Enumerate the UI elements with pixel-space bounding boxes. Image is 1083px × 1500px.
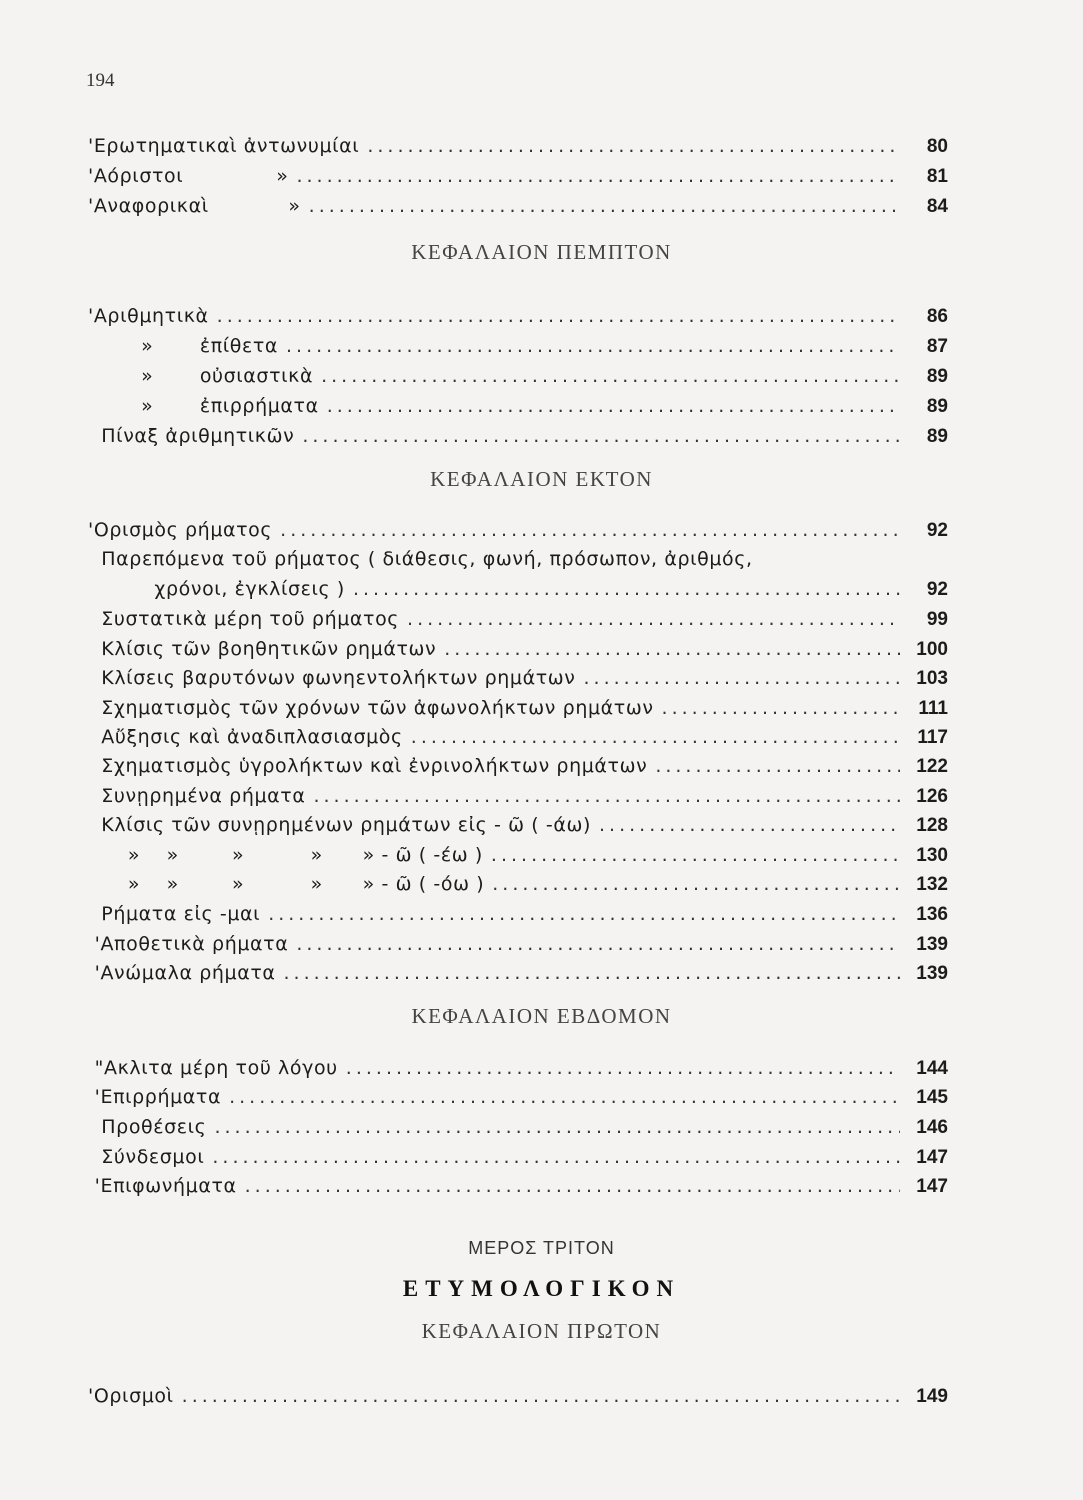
toc-entry-label: 'Αναφορικαὶ » [88,195,301,217]
leader-dots [662,699,900,718]
toc-entry [88,1166,948,1196]
chapter-heading: ΚΕΦΑΛΑΙΟΝ ΠΕΜΠΤΟΝ [411,240,672,264]
leader-dots [182,1387,900,1406]
toc-entry [88,924,948,954]
toc-entry-page: 86 [926,306,948,327]
leader-dots [217,307,900,326]
toc-entry-label: » » » » » - ῶ ( -έω ) [88,844,483,866]
toc-entry-label: » » » » » - ῶ ( -όω ) [88,873,485,895]
part-title: ΕΤΥΜΟΛΟΓΙΚΟΝ [402,1276,681,1301]
toc-entry [88,864,948,894]
toc-entry-label: 'Ορισμὸς ρήματος [88,519,273,541]
toc-entry-label: » οὐσιαστικὰ [88,365,314,387]
toc-entry-page: 87 [926,336,948,357]
toc-entry [88,746,948,776]
toc-entry [88,156,948,186]
leader-dots [444,640,900,659]
toc-entry-label: Κλίσις τῶν βοηθητικῶν ρημάτων [88,638,437,660]
leader-dots [492,875,900,894]
leader-dots [229,1088,900,1107]
toc-entry [88,1137,948,1167]
toc-entry-page: 100 [916,639,948,660]
toc-entry [88,1077,948,1107]
toc-entry-label: Πίναξ ἀριθμητικῶν [88,425,295,447]
toc-entry [88,510,948,540]
toc-entry [88,658,948,688]
chapter-heading: ΚΕΦΑΛΑΙΟΝ ΠΡΩΤΟΝ [421,1319,662,1343]
toc-entry-page: 145 [916,1087,948,1108]
toc-entry-page: 92 [926,520,948,541]
toc-entry-page: 89 [926,396,948,417]
leader-dots [313,787,900,806]
toc-entry-page: 126 [916,786,948,807]
toc-entry-page: 147 [916,1176,948,1197]
toc-entry-page: 84 [926,196,948,217]
toc-entry-page: 117 [917,727,948,748]
toc-entry-page: 92 [926,579,948,600]
chapter-heading: ΚΕΦΑΛΑΙΟΝ ΕΒΔΟΜΟΝ [411,1004,672,1028]
toc-entry [88,776,948,806]
leader-dots [268,905,900,924]
toc-entry-page: 89 [926,426,948,447]
toc-entry-label: 'Επιρρήματα [88,1086,222,1108]
toc-entry [88,416,948,446]
toc-entry-page: 81 [926,166,948,187]
leader-dots [296,935,900,954]
toc-entry-label: 'Ορισμοὶ [88,1385,174,1407]
leader-dots [353,580,900,599]
toc-entry [88,629,948,659]
toc-entry [88,386,948,416]
toc-entry [88,1107,948,1137]
leader-dots [367,137,900,156]
toc-entry [88,688,948,718]
toc-entry-label: Αὔξησις καὶ ἀναδιπλασιασμὸς [88,726,403,748]
leader-dots [346,1059,900,1078]
toc-entry-page: 89 [926,366,948,387]
toc-entry-page: 80 [926,136,948,157]
toc-entry-label: 'Ανώμαλα ρήματα [88,962,276,984]
toc-entry-label: 'Αόριστοι » [88,165,289,187]
toc-entry-label: » ἐπίθετα [88,335,279,357]
toc-entry-page: 146 [916,1117,948,1138]
toc-entry-label: 'Ερωτηματικαὶ ἀντωνυμίαι [88,135,360,157]
toc-entry [88,569,948,599]
leader-dots [327,397,900,416]
toc-entry-label: Σχηματισμὸς ὑγρολήκτων καὶ ἐνρινολήκτων ρημάτων [88,755,648,777]
toc-entry-label: Ρήματα εἰς -μαι [88,903,261,925]
toc-entry-page: 122 [916,756,948,777]
toc-entry-label: Προθέσεις [88,1116,207,1138]
toc-entry-page: 136 [916,904,948,925]
leader-dots [283,964,900,983]
toc-entry-label: "Ακλιτα μέρη τοῦ λόγου [88,1057,338,1079]
toc-entry-page: 139 [916,963,948,984]
toc-entry-label: 'Επιφωνήματα [88,1175,237,1197]
toc-entry-label: Σχηματισμὸς τῶν χρόνων τῶν ἀφωνολήκτων ρημάτων [88,697,654,719]
leader-dots [296,167,900,186]
toc-entry [88,894,948,924]
toc-entry [88,126,948,156]
toc-entry-label: » ἐπιρρήματα [88,395,319,417]
toc-entry-page: 103 [916,668,948,689]
toc-entry-label: Συνῃρημένα ρήματα [88,785,306,807]
toc-entry-label: χρόνοι, ἐγκλίσεις ) [88,578,345,600]
toc-entry-page: 144 [916,1058,948,1079]
leader-dots [321,367,900,386]
leader-dots [655,757,900,776]
toc-entry [88,599,948,629]
leader-dots [407,610,900,629]
toc-entry [88,805,948,835]
leader-dots [309,197,900,216]
toc-entry [88,356,948,386]
toc-entry-label: 'Αποθετικὰ ρήματα [88,933,289,955]
leader-dots [214,1118,900,1137]
leader-dots [245,1177,900,1196]
toc-entry [88,1048,948,1078]
leader-dots [212,1148,900,1167]
part-label: ΜΕΡΟΣ ΤΡΙΤΟΝ [468,1238,615,1258]
toc-entry [88,717,948,747]
toc-entry-page: 149 [916,1386,948,1407]
leader-dots [302,427,900,446]
toc-entry-label: Κλίσεις βαρυτόνων φωνηεντολήκτων ρημάτων [88,667,576,689]
toc-entry-label: Σύνδεσμοι [88,1146,205,1168]
toc-entry-label: 'Αριθμητικὰ [88,305,209,327]
toc-entry [88,1376,948,1406]
toc-entry [88,296,948,326]
leader-dots [599,816,900,835]
toc-entry [88,953,948,983]
leader-dots [286,337,900,356]
toc-entry-first-line: Παρεπόμενα τοῦ ρήματος ( διάθεσις, φωνή, πρόσωπον, ἀριθμός, [88,548,753,570]
chapter-heading: ΚΕΦΑΛΑΙΟΝ ΕΚΤΟΝ [430,467,653,491]
leader-dots [280,521,900,540]
leader-dots [491,846,900,865]
toc-entry-page: 132 [916,874,948,895]
toc-entry-label: Κλίσις τῶν συνῃρημένων ρημάτων εἰς - ῶ ( -άω) [88,814,592,836]
toc-entry-page: 111 [918,698,948,719]
toc-entry-page: 99 [926,609,948,630]
leader-dots [584,669,901,688]
toc-entry [88,835,948,865]
toc-entry-page: 130 [916,845,948,866]
toc-entry [88,326,948,356]
toc-entry-page: 128 [916,815,948,836]
toc-entry-page: 147 [916,1147,948,1168]
toc-entry-label: Συστατικὰ μέρη τοῦ ρήματος [88,608,400,630]
page-number: 194 [86,70,115,91]
toc-entry-page: 139 [916,934,948,955]
leader-dots [411,728,900,747]
toc-entry [88,186,948,216]
